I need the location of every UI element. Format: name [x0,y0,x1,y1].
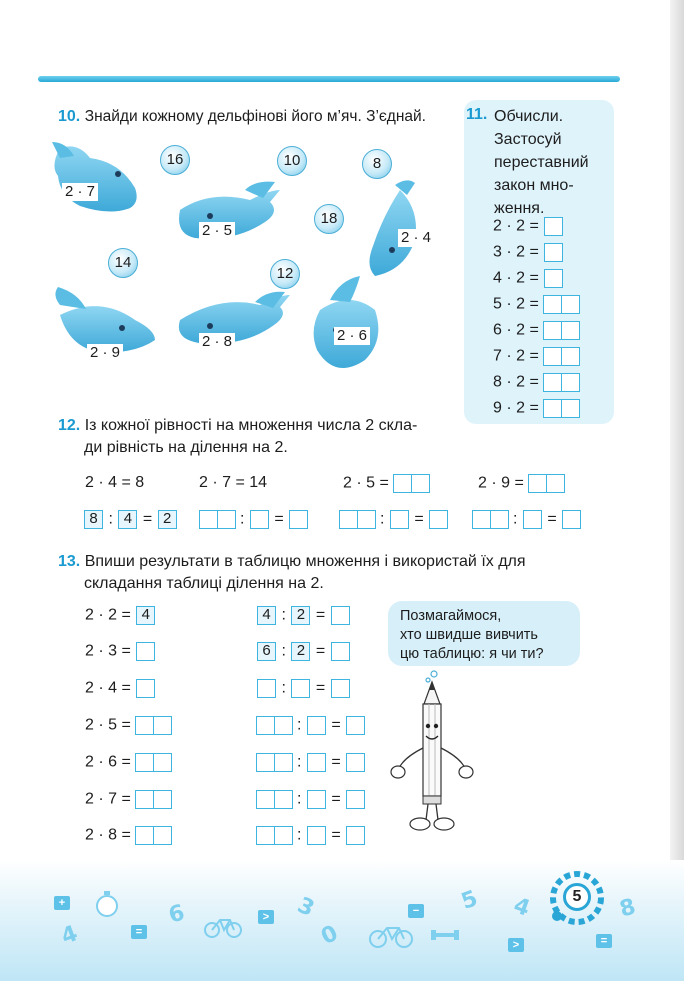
pencil-character-icon [388,668,478,848]
answer-box[interactable] [390,510,409,529]
ex13-div-row-3: : = [256,679,351,698]
answer-box[interactable] [429,510,448,529]
answer-box[interactable]: 4 [136,606,155,625]
exercise-13-heading: 13. Впиши результати в таблицю множення і використай їх для складання таблиці ділення на 2. [58,553,526,592]
ex13-div-row-2: 6 : 2 = [256,642,351,661]
answer-box[interactable] [339,510,358,529]
ex13-div-row-1: 4 : 2 = [256,606,351,625]
ex13-div-row-4: : = [256,716,366,735]
deco-digit: 3 [293,892,318,923]
speech-bubble: Позмагаймося, хто швидше вивчить цю таблицю: я чи ти? [388,601,580,666]
deco-digit: 6 [166,900,188,929]
exercise-10-heading [58,106,426,128]
equals-sign-icon: = [131,925,147,939]
dolphin-label-3: 2 · 4 [398,229,434,247]
dolphin-4[interactable] [55,287,155,352]
answer-box[interactable] [291,679,310,698]
header-line [38,76,620,82]
ex13-mult-row-7: 2 · 8 = [85,826,172,845]
ex12-division-example: 8 : 4 = 2 [83,510,178,529]
answer-box[interactable] [346,753,365,772]
answer-box[interactable] [217,510,236,529]
dumbbell-icon [430,927,460,943]
exercise-11-number: 11. [466,106,488,123]
answer-box[interactable] [136,642,155,661]
greater-sign-icon: > [508,938,524,952]
ex13-mult-row-5: 2 · 6 = [85,753,172,772]
answer-box[interactable]: 8 [84,510,103,529]
ex11-row-5: 6 · 2 = [493,321,580,340]
ex12-eq-1: 2 · 4 = 8 [85,474,145,491]
answer-box[interactable] [543,295,562,314]
ex12-division-3: : = [472,510,582,529]
ball-4[interactable]: 18 [314,204,344,234]
answer-box[interactable] [357,510,376,529]
answer-box[interactable] [544,243,563,262]
dolphin-1[interactable] [52,142,137,212]
answer-box[interactable] [523,510,542,529]
ball-6[interactable]: 12 [270,259,300,289]
answer-box[interactable] [528,474,547,493]
answer-box[interactable] [543,347,562,366]
answer-box[interactable] [307,753,326,772]
answer-box[interactable] [136,679,155,698]
answer-box[interactable] [274,753,293,772]
answer-box[interactable] [257,679,276,698]
greater-sign-icon: > [258,910,274,924]
ex13-div-row-5: : = [256,753,366,772]
dolphin-6[interactable] [314,276,379,368]
ex11-row-2: 3 · 2 = [493,243,564,262]
answer-box[interactable] [256,826,275,845]
answer-box[interactable] [331,679,350,698]
answer-box[interactable] [135,753,154,772]
answer-box[interactable] [472,510,491,529]
answer-box[interactable] [561,399,580,418]
answer-box[interactable] [393,474,412,493]
ex11-row-1: 2 · 2 = [493,217,564,236]
answer-box[interactable] [274,826,293,845]
answer-box[interactable] [346,790,365,809]
ex12-division-2: : = [339,510,449,529]
plus-sign-icon: + [54,896,70,910]
answer-box[interactable] [346,716,365,735]
exercise-10-number: 10. [58,108,81,125]
answer-box[interactable]: 4 [118,510,137,529]
ball-3[interactable]: 8 [362,149,392,179]
deco-digit: 0 [317,920,342,951]
answer-box[interactable] [135,716,154,735]
answer-box[interactable] [250,510,269,529]
answer-box[interactable] [153,826,172,845]
ex12-eq-3: 2 · 5 = [343,474,430,493]
page-edge [670,0,684,981]
answer-box[interactable] [561,295,580,314]
answer-box[interactable] [256,716,275,735]
answer-box[interactable] [331,642,350,661]
answer-box[interactable]: 2 [158,510,177,529]
answer-box[interactable] [546,474,565,493]
ex13-div-row-6: : = [256,790,366,809]
exercise-10-text: Знайди кожному дельфінові його м’яч. З’єднай. [84,108,426,125]
deco-digit: 4 [58,921,82,950]
ex11-row-7: 8 · 2 = [493,373,580,392]
ball-2[interactable]: 10 [277,146,307,176]
answer-box[interactable] [490,510,509,529]
answer-box[interactable] [307,716,326,735]
dolphin-label-5: 2 · 8 [199,333,235,351]
answer-box[interactable]: 2 [291,606,310,625]
answer-box[interactable] [153,790,172,809]
answer-box[interactable] [544,269,563,288]
answer-box[interactable] [544,217,563,236]
answer-box[interactable] [256,790,275,809]
deco-digit: 4 [510,893,534,922]
ex13-mult-row-3: 2 · 4 = [85,679,156,698]
answer-box[interactable] [135,826,154,845]
answer-box[interactable] [274,790,293,809]
answer-box[interactable] [153,753,172,772]
dolphin-label-6: 2 · 6 [334,327,370,345]
answer-box[interactable] [561,321,580,340]
exercise-11-text: Обчисли. Застосуй переставний закон мно- ження. [494,108,589,217]
answer-box[interactable] [199,510,218,529]
answer-box[interactable] [543,321,562,340]
stopwatch-icon [94,889,120,919]
answer-box[interactable] [562,510,581,529]
answer-box[interactable]: 2 [291,642,310,661]
answer-box[interactable]: 4 [257,606,276,625]
deco-digit: 5 [458,886,482,915]
answer-box[interactable] [543,399,562,418]
ex12-eq-2: 2 · 7 = 14 [199,474,268,491]
page-number: 5 [563,883,591,911]
ex11-row-3: 4 · 2 = [493,269,564,288]
answer-box[interactable] [331,606,350,625]
answer-box[interactable] [135,790,154,809]
bicycle-icon [368,923,414,949]
answer-box[interactable] [153,716,172,735]
equals-sign-icon: = [596,934,612,948]
answer-box[interactable] [307,790,326,809]
answer-box[interactable] [543,373,562,392]
ball-5[interactable]: 14 [108,248,138,278]
answer-box[interactable] [256,753,275,772]
exercise-12-heading: 12. Із кожної рівності на множення числа 2 скла- ди рівність на ділення на 2. [58,417,418,456]
answer-box[interactable] [561,347,580,366]
minus-sign-icon: − [408,904,424,918]
answer-box[interactable] [289,510,308,529]
dolphin-label-2: 2 · 5 [199,222,235,240]
ball-1[interactable]: 16 [160,145,190,175]
dolphin-label-1: 2 · 7 [62,183,98,201]
answer-box[interactable] [307,826,326,845]
ex13-mult-row-2: 2 · 3 = [85,642,156,661]
deco-digit: 8 [617,894,639,923]
ex11-row-6: 7 · 2 = [493,347,580,366]
answer-box[interactable] [411,474,430,493]
answer-box[interactable] [561,373,580,392]
ex12-division-1: : = [199,510,309,529]
answer-box[interactable] [346,826,365,845]
ex11-row-8: 9 · 2 = [493,399,580,418]
ex13-mult-row-4: 2 · 5 = [85,716,172,735]
ex13-mult-row-1: 2 · 2 = 4 [85,606,156,625]
ex11-row-4: 5 · 2 = [493,295,580,314]
ex13-mult-row-6: 2 · 7 = [85,790,172,809]
bicycle-icon [203,915,243,939]
ex13-div-row-7: : = [256,826,366,845]
dolphin-label-4: 2 · 9 [87,344,123,362]
answer-box[interactable] [274,716,293,735]
ex12-eq-4: 2 · 9 = [478,474,565,493]
answer-box[interactable]: 6 [257,642,276,661]
